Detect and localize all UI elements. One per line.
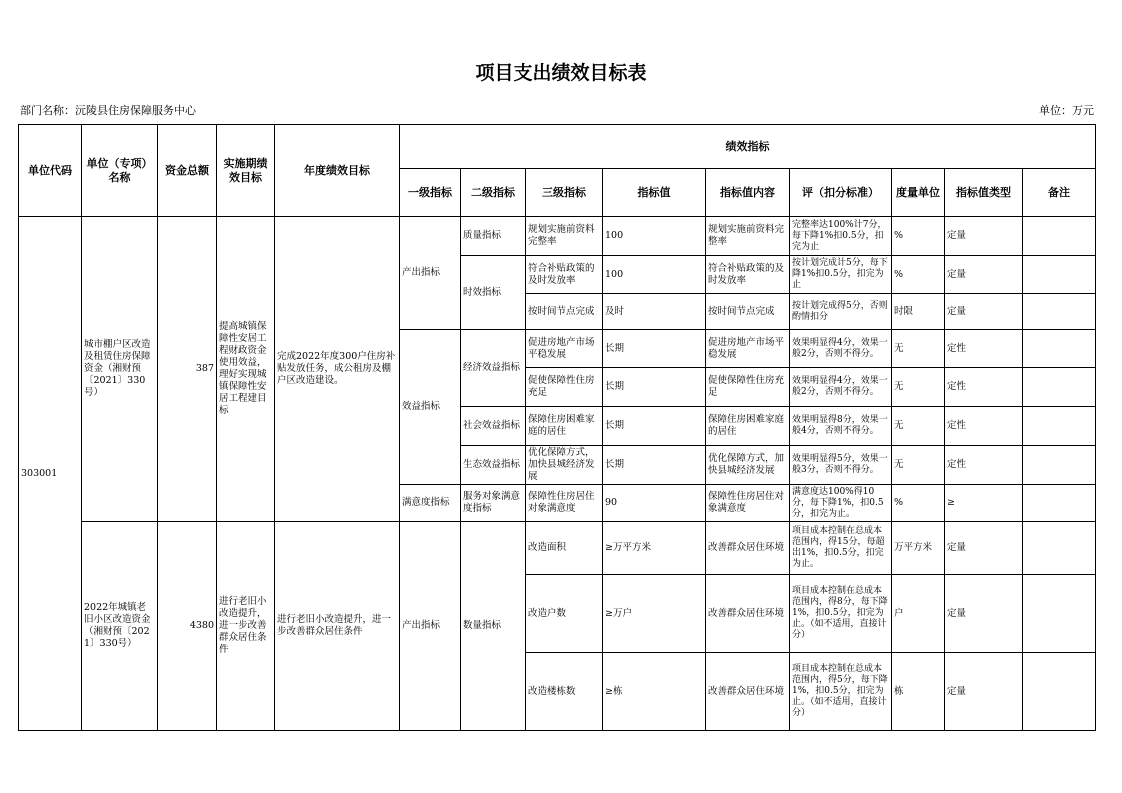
l1-cell: 满意度指标 <box>400 485 461 522</box>
header-impl-goal: 实施期绩效目标 <box>217 125 275 217</box>
score-cell: 项目成本控制在总成本范围内，得5分，每下降1%，扣0.5分，扣完为止。（如不适用，直接计分） <box>790 653 892 731</box>
measure-cell: 无 <box>892 446 945 485</box>
header-measure: 度量单位 <box>892 169 945 217</box>
value-cell: ≥万平方米 <box>603 522 706 575</box>
l1-cell: 效益指标 <box>400 330 461 485</box>
header-l3: 三级指标 <box>526 169 603 217</box>
content-cell: 促使保障性住房充足 <box>706 368 790 407</box>
currency-unit: 单位：万元 <box>1039 104 1094 117</box>
l2-cell: 社会效益指标 <box>461 407 526 446</box>
score-cell: 完整率达100%计7分，每下降1%扣0.5分，扣完为止 <box>790 217 892 256</box>
content-cell: 保障住房困难家庭的居住 <box>706 407 790 446</box>
content-cell: 改善群众居住环境 <box>706 653 790 731</box>
note-cell <box>1023 522 1096 575</box>
content-cell: 按时间节点完成 <box>706 294 790 330</box>
header-content: 指标值内容 <box>706 169 790 217</box>
l2-cell: 数量指标 <box>461 522 526 731</box>
content-cell: 保障性住房居住对象满意度 <box>706 485 790 522</box>
l3-cell: 规划实施前资料完整率 <box>526 217 603 256</box>
content-cell: 促进房地产市场平稳发展 <box>706 330 790 368</box>
l3-cell: 按时间节点完成 <box>526 294 603 330</box>
l3-cell: 保障住房困难家庭的居住 <box>526 407 603 446</box>
l3-cell: 促进房地产市场平稳发展 <box>526 330 603 368</box>
l2-cell: 时效指标 <box>461 256 526 330</box>
l3-cell: 符合补贴政策的及时发放率 <box>526 256 603 294</box>
value-cell: ≥栋 <box>603 653 706 731</box>
measure-cell: 无 <box>892 368 945 407</box>
annual-goal-cell: 进行老旧小改造提升，进一步改善群众居住条件 <box>275 522 400 731</box>
amount-cell: 4380 <box>158 522 217 731</box>
note-cell <box>1023 407 1096 446</box>
header-note: 备注 <box>1023 169 1096 217</box>
score-cell: 效果明显得4分，效果一般2分，否则不得分。 <box>790 368 892 407</box>
unit-code-cell: 303001 <box>19 217 82 731</box>
l3-cell: 促使保障性住房充足 <box>526 368 603 407</box>
project-name-cell: 2022年城镇老旧小区改造资金（湘财预〔2021〕330号） <box>82 522 158 731</box>
l3-cell: 优化保障方式，加快县城经济发展 <box>526 446 603 485</box>
type-cell: 定性 <box>945 446 1023 485</box>
score-cell: 效果明显得5分，效果一般3分，否则不得分。 <box>790 446 892 485</box>
l1-cell: 产出指标 <box>400 522 461 731</box>
type-cell: 定量 <box>945 575 1023 653</box>
header-perf: 绩效指标 <box>400 125 1096 169</box>
l3-cell: 改造楼栋数 <box>526 653 603 731</box>
note-cell <box>1023 217 1096 256</box>
l1-cell: 产出指标 <box>400 217 461 330</box>
score-cell: 按计划完成计5分，每下降1%扣0.5分，扣完为止 <box>790 256 892 294</box>
measure-cell: % <box>892 485 945 522</box>
l3-cell: 改造面积 <box>526 522 603 575</box>
score-cell: 满意度达100%得10分，每下降1%，扣0.5分，扣完为止。 <box>790 485 892 522</box>
header-type: 指标值类型 <box>945 169 1023 217</box>
value-cell: 长期 <box>603 368 706 407</box>
header-annual-goal: 年度绩效目标 <box>275 125 400 217</box>
value-cell: 长期 <box>603 407 706 446</box>
page-title: 项目支出绩效目标表 <box>475 62 647 84</box>
measure-cell: 万平方米 <box>892 522 945 575</box>
measure-cell: 栋 <box>892 653 945 731</box>
table-row <box>19 522 1096 575</box>
note-cell <box>1023 256 1096 294</box>
measure-cell: 无 <box>892 330 945 368</box>
performance-table <box>18 124 1096 731</box>
score-cell: 项目成本控制在总成本范围内，得8分，每下降1%，扣0.5分，扣完为止。（如不适用，直接计分） <box>790 575 892 653</box>
type-cell: 定性 <box>945 330 1023 368</box>
l2-cell: 服务对象满意度指标 <box>461 485 526 522</box>
value-cell: 及时 <box>603 294 706 330</box>
note-cell <box>1023 485 1096 522</box>
l2-cell: 质量指标 <box>461 217 526 256</box>
table-row <box>19 217 1096 256</box>
note-cell <box>1023 446 1096 485</box>
value-cell: 100 <box>603 217 706 256</box>
department-name: 部门名称：沅陵县住房保障服务中心 <box>20 104 196 117</box>
header-score: 评（扣分标准） <box>790 169 892 217</box>
note-cell <box>1023 575 1096 653</box>
note-cell <box>1023 653 1096 731</box>
measure-cell: 户 <box>892 575 945 653</box>
measure-cell: 无 <box>892 407 945 446</box>
score-cell: 效果明显得4分，效果一般2分，否则不得分。 <box>790 330 892 368</box>
l3-cell: 改造户数 <box>526 575 603 653</box>
score-cell: 按计划完成得5分，否则酌情扣分 <box>790 294 892 330</box>
l2-cell: 经济效益指标 <box>461 330 526 407</box>
type-cell: 定量 <box>945 653 1023 731</box>
measure-cell: 时限 <box>892 294 945 330</box>
type-cell: 定量 <box>945 294 1023 330</box>
l3-cell: 保障性住房居住对象满意度 <box>526 485 603 522</box>
header-amount: 资金总额 <box>158 125 217 217</box>
content-cell: 优化保障方式，加快县城经济发展 <box>706 446 790 485</box>
header-l2: 二级指标 <box>461 169 526 217</box>
type-cell: 定性 <box>945 368 1023 407</box>
score-cell: 项目成本控制在总成本范围内，得15分，每超出1%，扣0.5分，扣完为止。 <box>790 522 892 575</box>
content-cell: 改善群众居住环境 <box>706 575 790 653</box>
project-name-cell: 城市棚户区改造及租赁住房保障资金（湘财预〔2021〕330号） <box>82 217 158 522</box>
header-l1: 一级指标 <box>400 169 461 217</box>
content-cell: 规划实施前资料完整率 <box>706 217 790 256</box>
type-cell: ≥ <box>945 485 1023 522</box>
score-cell: 效果明显得8分，效果一般4分，否则不得分。 <box>790 407 892 446</box>
annual-goal-cell: 完成2022年度300户住房补贴发放任务，成公租房及棚户区改造建设。 <box>275 217 400 522</box>
header-name: 单位（专项）名称 <box>82 125 158 217</box>
amount-cell: 387 <box>158 217 217 522</box>
value-cell: 90 <box>603 485 706 522</box>
header-value: 指标值 <box>603 169 706 217</box>
value-cell: 长期 <box>603 330 706 368</box>
value-cell: 100 <box>603 256 706 294</box>
content-cell: 改善群众居住环境 <box>706 522 790 575</box>
content-cell: 符合补贴政策的及时发放率 <box>706 256 790 294</box>
type-cell: 定量 <box>945 217 1023 256</box>
measure-cell: % <box>892 217 945 256</box>
value-cell: 长期 <box>603 446 706 485</box>
header-code: 单位代码 <box>19 125 82 217</box>
type-cell: 定量 <box>945 522 1023 575</box>
note-cell <box>1023 294 1096 330</box>
note-cell <box>1023 330 1096 368</box>
l2-cell: 生态效益指标 <box>461 446 526 485</box>
note-cell <box>1023 368 1096 407</box>
type-cell: 定量 <box>945 256 1023 294</box>
measure-cell: % <box>892 256 945 294</box>
value-cell: ≥万户 <box>603 575 706 653</box>
type-cell: 定性 <box>945 407 1023 446</box>
impl-goal-cell: 进行老旧小改造提升，进一步改善群众居住条件 <box>217 522 275 731</box>
impl-goal-cell: 提高城镇保障性安居工程财政资金使用效益，理好实现城镇保障性安居工程建目标 <box>217 217 275 522</box>
